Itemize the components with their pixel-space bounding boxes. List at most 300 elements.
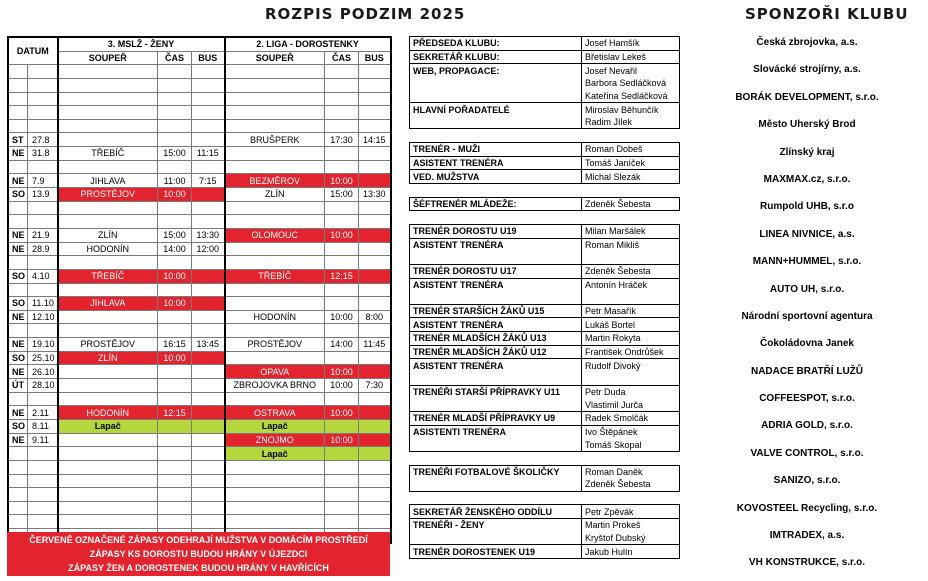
staff-name: Roman Daněk bbox=[582, 465, 680, 478]
schedule-row bbox=[8, 106, 391, 120]
schedule-day bbox=[8, 256, 28, 270]
schedule-date bbox=[28, 92, 58, 106]
staff-row bbox=[410, 532, 680, 545]
schedule-row bbox=[8, 338, 391, 352]
staff-name bbox=[582, 129, 680, 143]
schedule-row bbox=[8, 160, 391, 174]
schedule-header-row bbox=[8, 37, 391, 51]
staff-role: PŘEDSEDA KLUBU: bbox=[410, 37, 582, 51]
schedule-row bbox=[8, 501, 391, 515]
women-bus bbox=[192, 392, 225, 406]
u19-opponent: ZBROJOVKA BRNO bbox=[225, 379, 325, 393]
staff-role: ASISTENT TRENÉRA bbox=[410, 238, 582, 251]
staff-role: TRENÉR MLADŠÍCH ŽÁKŮ U12 bbox=[410, 345, 582, 359]
staff-row bbox=[410, 103, 680, 116]
staff-name: Kateřina Sedláčková bbox=[582, 90, 680, 103]
staff-role: ASISTENT TRENÉRA bbox=[410, 318, 582, 332]
women-bus bbox=[192, 188, 225, 202]
women-time bbox=[158, 392, 192, 406]
women-time: 14:00 bbox=[158, 242, 192, 256]
u19-bus bbox=[359, 78, 391, 92]
women-time bbox=[158, 365, 192, 379]
women-time bbox=[158, 501, 192, 515]
header-bus: BUS bbox=[192, 51, 225, 65]
staff-table bbox=[409, 36, 680, 559]
schedule-date bbox=[28, 392, 58, 406]
women-time bbox=[158, 160, 192, 174]
sponsor-item: MAXMAX.cz, s.r.o. bbox=[763, 173, 851, 185]
u19-opponent bbox=[225, 351, 325, 365]
women-opponent: PROSTĚJOV bbox=[58, 338, 158, 352]
u19-bus: 13:30 bbox=[359, 188, 391, 202]
women-opponent: Lapač bbox=[58, 419, 158, 433]
schedule-row bbox=[8, 78, 391, 92]
women-bus: 13:30 bbox=[192, 228, 225, 242]
schedule-date: 7.9 bbox=[28, 174, 58, 188]
notice-box bbox=[7, 532, 390, 576]
staff-role bbox=[410, 372, 582, 385]
u19-bus bbox=[359, 174, 391, 188]
schedule-row bbox=[8, 433, 391, 447]
sponsor-item: BORÁK DEVELOPMENT, s.r.o. bbox=[735, 91, 879, 103]
sponsor-item: Česká zbrojovka, a.s. bbox=[756, 37, 858, 48]
u19-opponent: BEZMĚROV bbox=[225, 174, 325, 188]
staff-role: ASISTENT TRENÉRA bbox=[410, 278, 582, 291]
women-bus bbox=[192, 406, 225, 420]
women-bus bbox=[192, 419, 225, 433]
u19-time bbox=[325, 242, 359, 256]
women-time: 10:00 bbox=[158, 297, 192, 311]
schedule-date bbox=[28, 283, 58, 297]
staff-row bbox=[410, 411, 680, 425]
schedule-row bbox=[8, 174, 391, 188]
women-bus bbox=[192, 447, 225, 461]
schedule-date: 27.8 bbox=[28, 133, 58, 147]
women-opponent: JIHLAVA bbox=[58, 297, 158, 311]
staff-role bbox=[410, 90, 582, 103]
sponsor-item: VALVE CONTROL, s.r.o. bbox=[750, 447, 864, 459]
sponsor-item: Rumpold UHB, s.r.o bbox=[760, 201, 854, 213]
women-opponent: JIHLAVA bbox=[58, 174, 158, 188]
u19-opponent bbox=[225, 474, 325, 488]
women-time bbox=[158, 119, 192, 133]
women-time bbox=[158, 515, 192, 529]
u19-opponent bbox=[225, 501, 325, 515]
u19-opponent bbox=[225, 242, 325, 256]
header-time: ČAS bbox=[158, 51, 192, 65]
staff-row bbox=[410, 50, 680, 64]
staff-role bbox=[410, 129, 582, 143]
women-time bbox=[158, 419, 192, 433]
staff-row bbox=[410, 77, 680, 90]
schedule-day bbox=[8, 78, 28, 92]
staff-row bbox=[410, 478, 680, 491]
u19-bus bbox=[359, 488, 391, 502]
women-opponent bbox=[58, 433, 158, 447]
u19-bus bbox=[359, 419, 391, 433]
staff-role bbox=[410, 211, 582, 225]
women-bus bbox=[192, 78, 225, 92]
staff-name: František Ondrůšek bbox=[582, 345, 680, 359]
schedule-date bbox=[28, 256, 58, 270]
staff-row bbox=[410, 224, 680, 238]
sponsors-list bbox=[692, 32, 922, 580]
women-bus bbox=[192, 379, 225, 393]
schedule-day: SO bbox=[8, 419, 28, 433]
u19-bus bbox=[359, 256, 391, 270]
women-opponent bbox=[58, 310, 158, 324]
schedule-row bbox=[8, 269, 391, 283]
u19-bus bbox=[359, 160, 391, 174]
u19-time bbox=[325, 501, 359, 515]
women-time: 10:00 bbox=[158, 351, 192, 365]
u19-time bbox=[325, 297, 359, 311]
u19-bus bbox=[359, 215, 391, 229]
u19-time bbox=[325, 119, 359, 133]
women-bus bbox=[192, 283, 225, 297]
u19-time: 10:00 bbox=[325, 174, 359, 188]
staff-row bbox=[410, 251, 680, 264]
schedule-day: ST bbox=[8, 133, 28, 147]
women-time: 15:00 bbox=[158, 228, 192, 242]
u19-time: 15:00 bbox=[325, 188, 359, 202]
staff-row bbox=[410, 519, 680, 532]
women-time bbox=[158, 310, 192, 324]
u19-bus bbox=[359, 460, 391, 474]
u19-bus bbox=[359, 365, 391, 379]
women-time bbox=[158, 324, 192, 338]
staff-row bbox=[410, 90, 680, 103]
staff-name bbox=[582, 184, 680, 198]
staff-role: TRENÉŘI - ŽENY bbox=[410, 519, 582, 532]
women-opponent bbox=[58, 133, 158, 147]
schedule-date: 2.11 bbox=[28, 406, 58, 420]
schedule-date bbox=[28, 106, 58, 120]
women-time bbox=[158, 106, 192, 120]
staff-role: VED. MUŽSTVA bbox=[410, 170, 582, 184]
u19-opponent bbox=[225, 488, 325, 502]
women-bus bbox=[192, 65, 225, 79]
staff-role bbox=[410, 251, 582, 264]
schedule-day bbox=[8, 488, 28, 502]
u19-time: 10:00 bbox=[325, 228, 359, 242]
staff-role: SEKRETÁŘ KLUBU: bbox=[410, 50, 582, 64]
schedule-day bbox=[8, 160, 28, 174]
sponsor-item: MANN+HUMMEL, s.r.o. bbox=[752, 256, 862, 268]
staff-name bbox=[582, 451, 680, 465]
schedule-row bbox=[8, 365, 391, 379]
header-time: ČAS bbox=[325, 51, 359, 65]
staff-role: TRENÉR MLADŠÍ PŘÍPRAVKY U9 bbox=[410, 411, 582, 425]
staff-name bbox=[582, 491, 680, 505]
women-opponent: TŘEBÍČ bbox=[58, 269, 158, 283]
women-bus bbox=[192, 160, 225, 174]
sponsor-item: SANIZO, s.r.o. bbox=[773, 475, 841, 487]
schedule-date: 19.10 bbox=[28, 338, 58, 352]
u19-time bbox=[325, 201, 359, 215]
women-opponent bbox=[58, 215, 158, 229]
header-datum: DATUM bbox=[8, 37, 58, 65]
staff-row bbox=[410, 465, 680, 478]
staff-role: TRENÉR MLADŠÍCH ŽÁKŮ U13 bbox=[410, 332, 582, 346]
u19-time bbox=[325, 419, 359, 433]
u19-bus bbox=[359, 515, 391, 529]
schedule-day bbox=[8, 474, 28, 488]
staff-name: Lukáš Bortel bbox=[582, 318, 680, 332]
schedule-date bbox=[28, 474, 58, 488]
sponsor-item: IMTRADEX, a.s. bbox=[769, 530, 845, 542]
schedule-row bbox=[8, 297, 391, 311]
u19-bus: 11:45 bbox=[359, 338, 391, 352]
staff-role bbox=[410, 438, 582, 451]
u19-time: 10:00 bbox=[325, 406, 359, 420]
u19-opponent bbox=[225, 215, 325, 229]
women-bus bbox=[192, 92, 225, 106]
schedule-day: SO bbox=[8, 297, 28, 311]
schedule-date: 8.11 bbox=[28, 419, 58, 433]
schedule-row bbox=[8, 447, 391, 461]
staff-name: Roman Dobeš bbox=[582, 143, 680, 157]
u19-time: 14:00 bbox=[325, 338, 359, 352]
women-time bbox=[158, 447, 192, 461]
schedule-date bbox=[28, 324, 58, 338]
notice-line: ZÁPASY ŽEN A DOROSTENEK BUDOU HRÁNY V HAVŘÍCÍCH bbox=[68, 563, 329, 573]
women-bus: 13:45 bbox=[192, 338, 225, 352]
schedule-date bbox=[28, 201, 58, 215]
u19-opponent: OPAVA bbox=[225, 365, 325, 379]
u19-opponent: ZLÍN bbox=[225, 188, 325, 202]
staff-row bbox=[410, 359, 680, 372]
schedule-date bbox=[28, 488, 58, 502]
u19-bus bbox=[359, 201, 391, 215]
staff-spacer bbox=[410, 129, 680, 143]
schedule-day bbox=[8, 392, 28, 406]
u19-time bbox=[325, 256, 359, 270]
u19-bus bbox=[359, 406, 391, 420]
schedule-date: 26.10 bbox=[28, 365, 58, 379]
women-bus: 11:15 bbox=[192, 147, 225, 161]
staff-name: Rudolf Divoký bbox=[582, 359, 680, 372]
staff-role: ASISTENTI TRENÉRA bbox=[410, 425, 582, 438]
staff-role: ASISTENT TRENÉRA bbox=[410, 359, 582, 372]
schedule-day bbox=[8, 501, 28, 515]
women-opponent bbox=[58, 106, 158, 120]
women-bus bbox=[192, 433, 225, 447]
women-opponent bbox=[58, 92, 158, 106]
women-opponent bbox=[58, 256, 158, 270]
women-opponent bbox=[58, 119, 158, 133]
u19-bus bbox=[359, 283, 391, 297]
u19-time bbox=[325, 460, 359, 474]
schedule-date: 31.8 bbox=[28, 147, 58, 161]
women-opponent: ZLÍN bbox=[58, 351, 158, 365]
schedule-day: SO bbox=[8, 351, 28, 365]
schedule-date: 13.9 bbox=[28, 188, 58, 202]
schedule-date bbox=[28, 65, 58, 79]
u19-bus: 7:30 bbox=[359, 379, 391, 393]
staff-name: Petr Duda bbox=[582, 385, 680, 398]
women-time bbox=[158, 283, 192, 297]
women-opponent bbox=[58, 515, 158, 529]
staff-row bbox=[410, 143, 680, 157]
schedule-day bbox=[8, 106, 28, 120]
staff-row bbox=[410, 264, 680, 278]
staff-name: Tomáš Janíček bbox=[582, 156, 680, 170]
staff-row bbox=[410, 398, 680, 411]
u19-time bbox=[325, 324, 359, 338]
u19-opponent: Lapač bbox=[225, 419, 325, 433]
schedule-row bbox=[8, 324, 391, 338]
women-opponent bbox=[58, 324, 158, 338]
staff-name bbox=[582, 291, 680, 304]
schedule-row bbox=[8, 283, 391, 297]
schedule-row bbox=[8, 515, 391, 529]
women-bus bbox=[192, 119, 225, 133]
u19-time bbox=[325, 515, 359, 529]
schedule-date bbox=[28, 78, 58, 92]
u19-bus bbox=[359, 65, 391, 79]
staff-row bbox=[410, 318, 680, 332]
u19-time: 12:15 bbox=[325, 269, 359, 283]
staff-name: Barbora Sedláčková bbox=[582, 77, 680, 90]
schedule-day bbox=[8, 324, 28, 338]
staff-row bbox=[410, 345, 680, 359]
u19-time bbox=[325, 447, 359, 461]
schedule-day: NE bbox=[8, 310, 28, 324]
sponsor-item: KOVOSTEEL Recycling, s.r.o. bbox=[736, 502, 878, 514]
schedule-row bbox=[8, 215, 391, 229]
sponsor-item: Zlínský kraj bbox=[779, 146, 835, 158]
u19-opponent: OSTRAVA bbox=[225, 406, 325, 420]
u19-bus: 14:15 bbox=[359, 133, 391, 147]
header-opponent: SOUPEŘ bbox=[58, 51, 158, 65]
schedule-row bbox=[8, 256, 391, 270]
schedule-day bbox=[8, 201, 28, 215]
schedule-day bbox=[8, 215, 28, 229]
staff-spacer bbox=[410, 211, 680, 225]
u19-time: 10:00 bbox=[325, 365, 359, 379]
women-bus bbox=[192, 256, 225, 270]
staff-name: Martin Rokyta bbox=[582, 332, 680, 346]
women-opponent bbox=[58, 488, 158, 502]
staff-row bbox=[410, 291, 680, 304]
staff-role: TRENÉŘI STARŠÍ PŘÍPRAVKY U11 bbox=[410, 385, 582, 398]
women-bus bbox=[192, 201, 225, 215]
u19-bus bbox=[359, 92, 391, 106]
staff-role bbox=[410, 116, 582, 129]
header-women-league: 3. MSLŽ - ŽENY bbox=[58, 37, 225, 51]
staff-name: Ivo Štěpánek bbox=[582, 425, 680, 438]
schedule-row bbox=[8, 147, 391, 161]
women-bus bbox=[192, 215, 225, 229]
schedule-day: ÚT bbox=[8, 379, 28, 393]
staff-name bbox=[582, 372, 680, 385]
notice-line: ČERVENĚ OZNAČENÉ ZÁPASY ODEHRAJÍ MUŽSTVA V DOMÁCÍM PROSTŘEDÍ bbox=[29, 535, 368, 545]
women-time bbox=[158, 133, 192, 147]
staff-row bbox=[410, 238, 680, 251]
u19-time bbox=[325, 147, 359, 161]
u19-opponent bbox=[225, 460, 325, 474]
women-time: 12:15 bbox=[158, 406, 192, 420]
schedule-body bbox=[8, 65, 391, 543]
u19-bus bbox=[359, 106, 391, 120]
u19-time bbox=[325, 92, 359, 106]
sponsor-item: Město Uherský Brod bbox=[758, 119, 856, 131]
women-opponent bbox=[58, 160, 158, 174]
women-bus: 12:00 bbox=[192, 242, 225, 256]
u19-opponent bbox=[225, 392, 325, 406]
schedule-day bbox=[8, 283, 28, 297]
schedule-date bbox=[28, 501, 58, 515]
u19-bus bbox=[359, 119, 391, 133]
schedule-day: NE bbox=[8, 433, 28, 447]
women-bus bbox=[192, 297, 225, 311]
staff-name: Martin Prokeš bbox=[582, 519, 680, 532]
staff-row bbox=[410, 197, 680, 211]
women-bus bbox=[192, 106, 225, 120]
women-bus bbox=[192, 515, 225, 529]
schedule-row bbox=[8, 406, 391, 420]
staff-role bbox=[410, 77, 582, 90]
sponsor-item: LINEA NIVNICE, a.s. bbox=[759, 228, 855, 240]
sponsor-item: Čokoládovna Janek bbox=[760, 338, 854, 350]
schedule-date: 11.10 bbox=[28, 297, 58, 311]
u19-opponent: HODONÍN bbox=[225, 310, 325, 324]
u19-opponent bbox=[225, 256, 325, 270]
u19-bus bbox=[359, 501, 391, 515]
u19-bus bbox=[359, 297, 391, 311]
u19-opponent bbox=[225, 65, 325, 79]
schedule-row bbox=[8, 242, 391, 256]
staff-spacer bbox=[410, 451, 680, 465]
u19-opponent: PROSTĚJOV bbox=[225, 338, 325, 352]
schedule-row bbox=[8, 310, 391, 324]
schedule-date bbox=[28, 119, 58, 133]
schedule-date: 28.9 bbox=[28, 242, 58, 256]
staff-name: Zdeněk Šebesta bbox=[582, 197, 680, 211]
u19-opponent: OLOMOUC bbox=[225, 228, 325, 242]
schedule-date bbox=[28, 447, 58, 461]
staff-row bbox=[410, 64, 680, 77]
u19-bus bbox=[359, 242, 391, 256]
women-time bbox=[158, 256, 192, 270]
sponsor-item: Slovácké strojírny, a.s. bbox=[753, 64, 861, 76]
women-bus bbox=[192, 351, 225, 365]
u19-bus bbox=[359, 324, 391, 338]
u19-opponent bbox=[225, 92, 325, 106]
women-opponent: TŘEBÍČ bbox=[58, 147, 158, 161]
sponsor-item: VH KONSTRUKCE, s.r.o. bbox=[748, 557, 866, 569]
schedule-row bbox=[8, 392, 391, 406]
schedule-date bbox=[28, 460, 58, 474]
notice-line: ZÁPASY KS DOROSTU BUDOU HRÁNY V ÚJEZDCI bbox=[89, 549, 308, 559]
u19-opponent: Lapač bbox=[225, 447, 325, 461]
staff-row bbox=[410, 385, 680, 398]
staff-name: Josef Hamšík bbox=[582, 37, 680, 51]
women-opponent bbox=[58, 201, 158, 215]
women-time: 10:00 bbox=[158, 269, 192, 283]
staff-spacer bbox=[410, 491, 680, 505]
u19-bus: 8:00 bbox=[359, 310, 391, 324]
schedule-row bbox=[8, 379, 391, 393]
schedule-day bbox=[8, 119, 28, 133]
u19-opponent bbox=[225, 147, 325, 161]
u19-opponent: ZNOJMO bbox=[225, 433, 325, 447]
schedule-row bbox=[8, 488, 391, 502]
u19-opponent bbox=[225, 297, 325, 311]
staff-name: Radek Smolčák bbox=[582, 411, 680, 425]
staff-role: TRENÉR DOROSTU U19 bbox=[410, 224, 582, 238]
